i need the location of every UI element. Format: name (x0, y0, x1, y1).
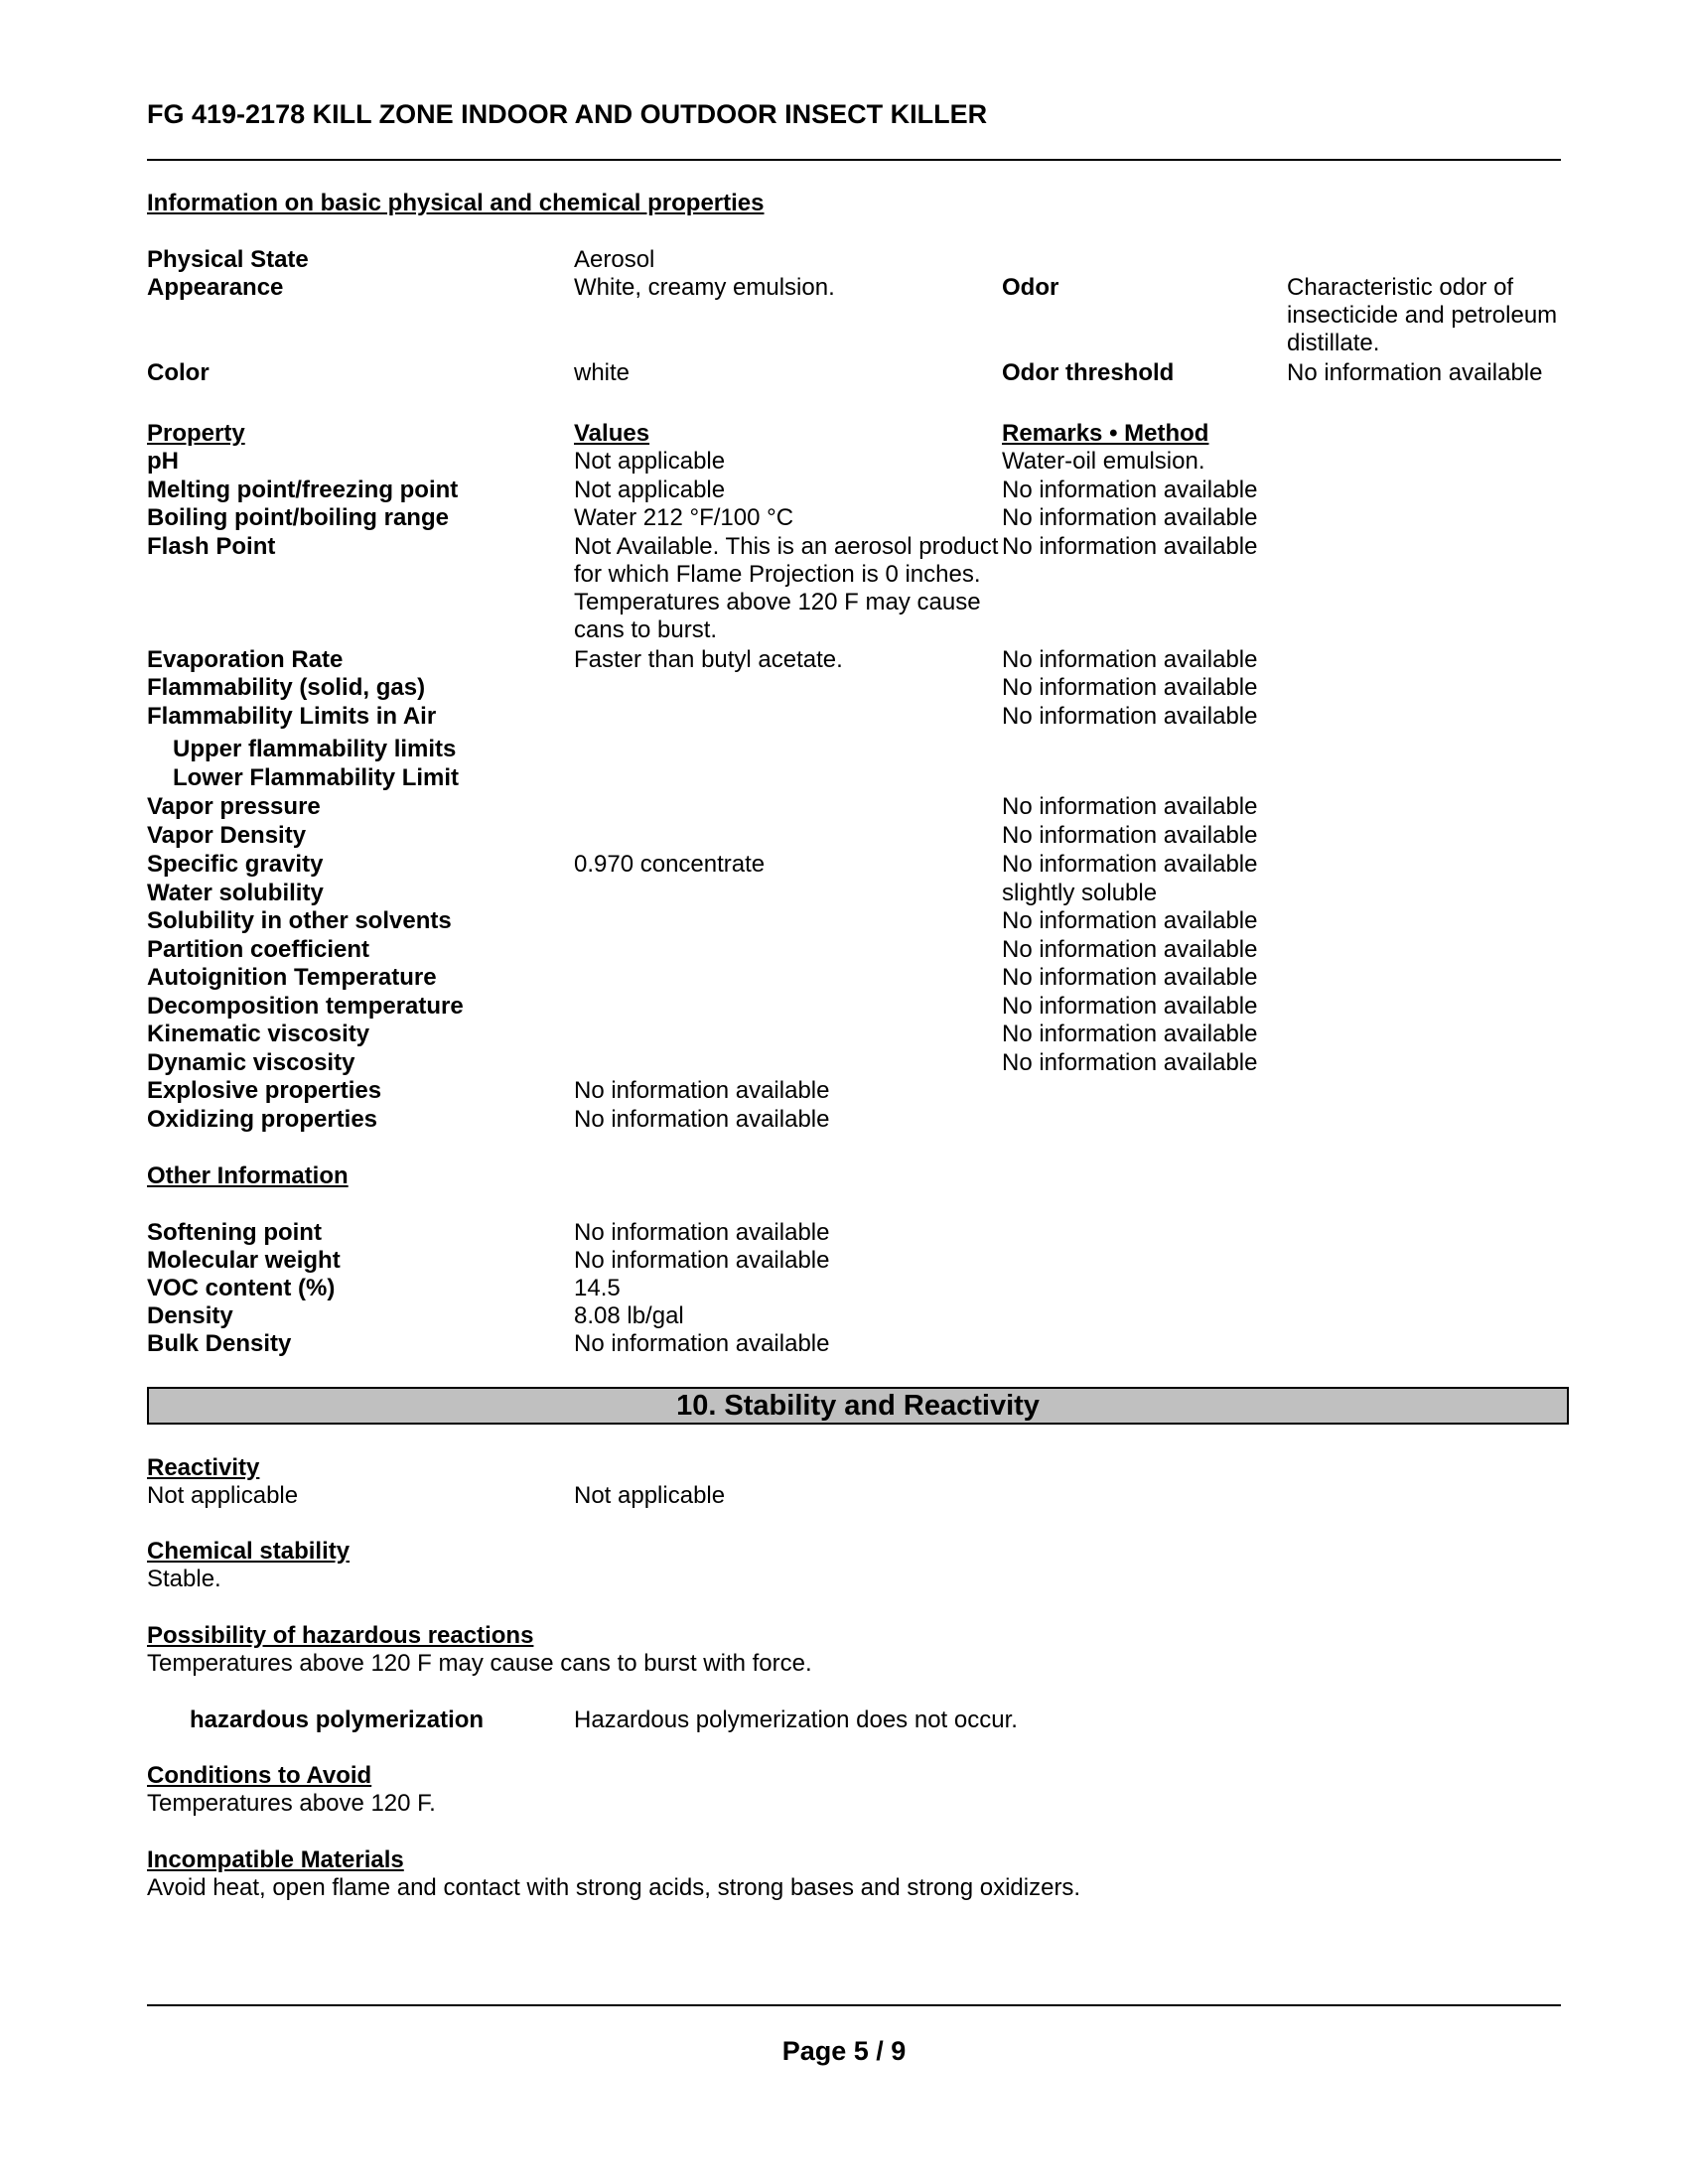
property-label: Oxidizing properties (147, 1106, 378, 1133)
property-value: 0.970 concentrate (574, 851, 766, 878)
property-label: Flammability Limits in Air (147, 703, 437, 730)
values-column-header: Values (574, 420, 650, 447)
other-info-label: Bulk Density (147, 1330, 292, 1357)
property-label: Kinematic viscosity (147, 1021, 370, 1047)
incompatible-heading: Incompatible Materials (147, 1846, 404, 1873)
property-remark: No information available (1002, 993, 1258, 1020)
other-info-heading: Other Information (147, 1162, 349, 1189)
property-label: Decomposition temperature (147, 993, 464, 1020)
property-label: Dynamic viscosity (147, 1049, 355, 1076)
other-info-label: Molecular weight (147, 1247, 341, 1274)
property-label: Flammability (solid, gas) (147, 674, 426, 701)
chemical-stability-heading: Chemical stability (147, 1538, 351, 1565)
document-title: FG 419-2178 KILL ZONE INDOOR AND OUTDOOR INSECT KILLER (147, 99, 988, 129)
other-info-label: Density (147, 1302, 233, 1329)
property-label: Upper flammability limits (173, 736, 457, 762)
page-number: Page 5 / 9 (781, 2036, 907, 2066)
property-label: Explosive properties (147, 1077, 382, 1104)
property-remark: No information available (1002, 907, 1258, 934)
odor-threshold-value: No information available (1287, 359, 1543, 386)
property-label: Specific gravity (147, 851, 324, 878)
property-label: pH (147, 448, 179, 475)
other-info-value: 8.08 lb/gal (574, 1302, 684, 1329)
section-10-heading: 10. Stability and Reactivity (147, 1387, 1569, 1425)
appearance-label: Appearance (147, 274, 284, 301)
chemical-stability-text: Stable. (147, 1566, 221, 1592)
polymerization-label: hazardous polymerization (190, 1706, 485, 1733)
property-label: Boiling point/boiling range (147, 504, 449, 531)
property-value: Not Available. This is an aerosol product for which Flame Projection is 0 inches. Temperatures above 120 F may cause cans to burst. (574, 533, 999, 643)
remarks-column-header: Remarks • Method (1002, 420, 1209, 447)
property-remark: No information available (1002, 793, 1258, 820)
property-label: Evaporation Rate (147, 646, 344, 673)
property-remark: No information available (1002, 533, 1258, 560)
property-value: No information available (574, 1077, 830, 1104)
other-info-label: VOC content (%) (147, 1275, 336, 1301)
other-info-value: No information available (574, 1219, 830, 1246)
property-label: Vapor Density (147, 822, 307, 849)
color-value: white (574, 359, 631, 386)
reactivity-heading: Reactivity (147, 1454, 260, 1481)
property-remark: slightly soluble (1002, 880, 1158, 906)
property-label: Solubility in other solvents (147, 907, 452, 934)
hazardous-reactions-text: Temperatures above 120 F may cause cans to burst with force. (147, 1650, 812, 1677)
property-remark: No information available (1002, 504, 1258, 531)
conditions-text: Temperatures above 120 F. (147, 1790, 436, 1817)
other-info-value: 14.5 (574, 1275, 621, 1301)
property-remark: No information available (1002, 1021, 1258, 1047)
property-label: Melting point/freezing point (147, 477, 459, 503)
properties-heading: Information on basic physical and chemical properties (147, 190, 765, 216)
other-info-label: Softening point (147, 1219, 322, 1246)
property-remark: No information available (1002, 1049, 1258, 1076)
physical-state-label: Physical State (147, 246, 309, 273)
property-label: Autoignition Temperature (147, 964, 437, 991)
other-info-value: No information available (574, 1247, 830, 1274)
property-label: Water solubility (147, 880, 324, 906)
polymerization-value: Hazardous polymerization does not occur. (574, 1706, 1018, 1733)
property-remark: No information available (1002, 646, 1258, 673)
property-label: Lower Flammability Limit (173, 764, 460, 791)
property-label: Flash Point (147, 533, 276, 560)
other-info-value: No information available (574, 1330, 830, 1357)
property-remark: Water-oil emulsion. (1002, 448, 1205, 475)
reactivity-value: Not applicable (574, 1482, 726, 1509)
odor-threshold-label: Odor threshold (1002, 359, 1175, 386)
conditions-heading: Conditions to Avoid (147, 1762, 372, 1789)
property-remark: No information available (1002, 674, 1258, 701)
appearance-value: White, creamy emulsion. (574, 274, 835, 301)
property-remark: No information available (1002, 936, 1258, 963)
property-value: Water 212 °F/100 °C (574, 504, 794, 531)
odor-label: Odor (1002, 274, 1059, 301)
property-remark: No information available (1002, 964, 1258, 991)
footer-divider (147, 2004, 1561, 2006)
color-label: Color (147, 359, 210, 386)
property-value: Not applicable (574, 477, 726, 503)
property-value: Faster than butyl acetate. (574, 646, 843, 673)
incompatible-text: Avoid heat, open flame and contact with strong acids, strong bases and strong oxidizers. (147, 1874, 1081, 1901)
property-remark: No information available (1002, 822, 1258, 849)
property-value: No information available (574, 1106, 830, 1133)
property-remark: No information available (1002, 851, 1258, 878)
property-remark: No information available (1002, 703, 1258, 730)
odor-value: Characteristic odor of insecticide and petroleum distillate. (1287, 274, 1558, 356)
property-remark: No information available (1002, 477, 1258, 503)
property-label: Partition coefficient (147, 936, 370, 963)
physical-state-value: Aerosol (574, 246, 655, 273)
hazardous-reactions-heading: Possibility of hazardous reactions (147, 1622, 534, 1649)
reactivity-text: Not applicable (147, 1482, 299, 1509)
property-label: Vapor pressure (147, 793, 321, 820)
property-column-header: Property (147, 420, 245, 447)
property-value: Not applicable (574, 448, 726, 475)
header-divider (147, 159, 1561, 161)
